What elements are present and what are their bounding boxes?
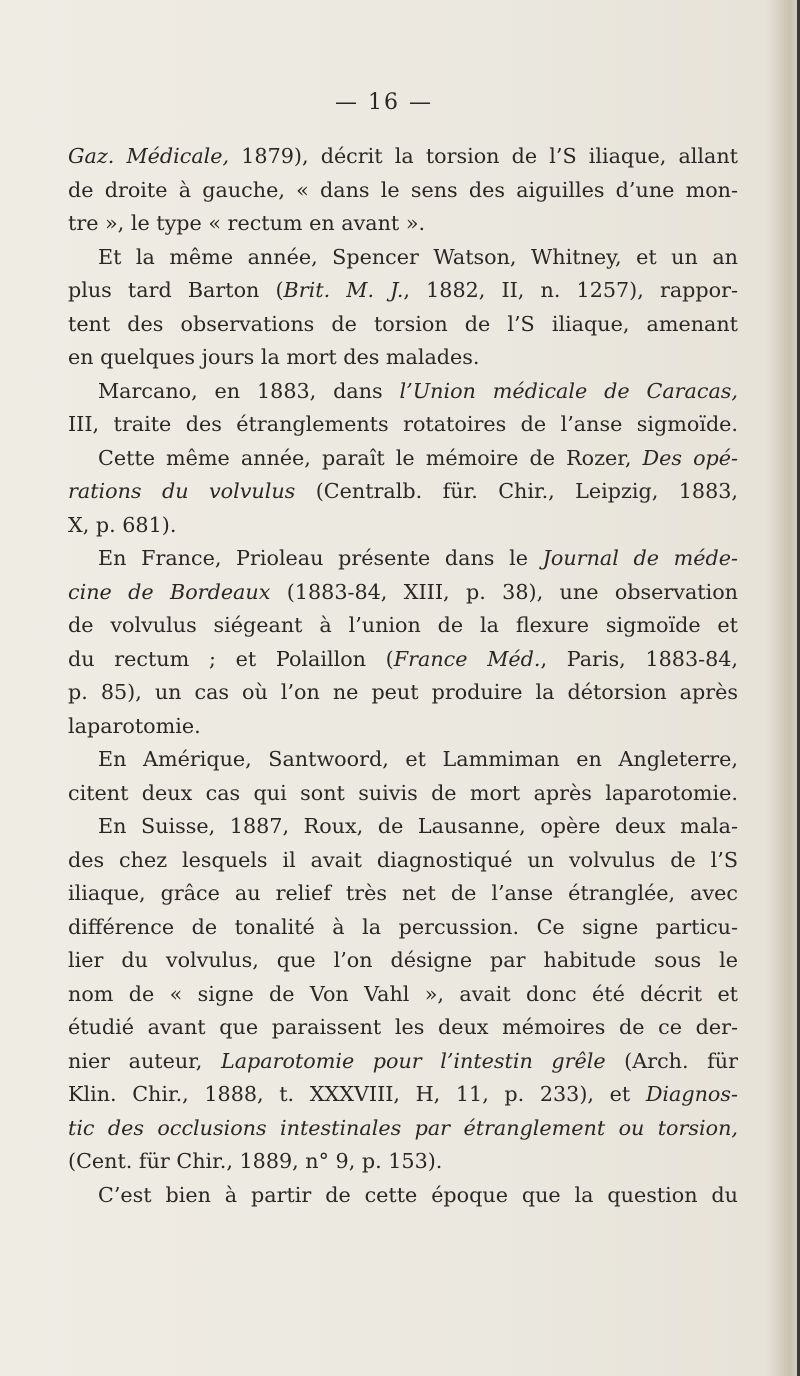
text-segment: p. 85), un cas où l’on ne peut produire la détorsion après: [68, 680, 738, 704]
text-segment: tre », le type « rectum en avant ».: [68, 211, 426, 235]
text-line: [68, 777, 738, 811]
text-segment: étudié avant que paraissent les deux mémoires de ce der-: [68, 1015, 738, 1039]
text-segment: En Suisse, 1887, Roux, de Lausanne, opère deux mala-: [98, 814, 738, 838]
text-line: [68, 710, 738, 744]
text-line: [68, 1045, 738, 1079]
text-segment: 1879), décrit la torsion de l’S iliaque, allant: [229, 144, 738, 168]
text-segment: , 1882, II, n. 1257), rappor-: [403, 278, 738, 302]
text-line: [68, 140, 738, 174]
text-segment: (Arch. für: [605, 1048, 739, 1073]
text-line: [68, 643, 738, 677]
text-segment: Marcano, en 1883, dans: [98, 378, 400, 403]
text-line: [68, 944, 738, 978]
text-line: [68, 911, 738, 945]
text-segment: (Cent. für Chir., 1889, n° 9, p. 153).: [68, 1149, 443, 1173]
text-segment: lier du volvulus, que l’on désigne par habitude sous le: [68, 948, 738, 972]
text-segment: En France, Prioleau présente dans le: [98, 546, 543, 570]
italic-text: Diagnos-: [645, 1082, 738, 1106]
text-segment: nom de « signe de Von Vahl », avait donc été décrit et: [68, 981, 738, 1006]
text-segment: différence de tonalité à la percussion. Ce signe particu-: [68, 914, 738, 939]
italic-text: rations du volvulus: [68, 479, 296, 503]
text-line: [68, 207, 738, 241]
italic-text: l’Union médicale de Caracas,: [399, 378, 738, 403]
body-text: [68, 140, 738, 1212]
text-segment: Et la même année, Spencer Watson, Whitney, et un an: [98, 244, 738, 269]
page-number: — 16 —: [335, 90, 433, 115]
text-line: [68, 844, 738, 878]
text-segment: tent des observations de torsion de l’S iliaque, amenant: [68, 311, 738, 336]
text-segment: laparotomie.: [68, 713, 201, 738]
text-line: [68, 1078, 738, 1112]
italic-text: Des opé-: [642, 445, 738, 470]
text-line: [68, 743, 738, 777]
text-line: [68, 408, 738, 442]
text-segment: en quelques jours la mort des malades.: [68, 345, 480, 369]
text-segment: En Amérique, Santwoord, et Lammiman en Angleterre,: [98, 747, 738, 771]
text-segment: des chez lesquels il avait diagnostiqué un volvulus de l’S: [68, 847, 738, 872]
text-segment: du rectum ; et Polaillon (: [68, 646, 394, 671]
text-segment: iliaque, grâce au relief très net de l’anse étranglée, avec: [68, 881, 738, 905]
text-line: [68, 241, 738, 275]
text-line: [68, 509, 738, 543]
text-line: [68, 341, 738, 375]
text-segment: III, traite des étranglements rotatoires de l’anse sigmoïde.: [68, 412, 738, 436]
text-line: [68, 810, 738, 844]
text-line: [68, 877, 738, 911]
text-line: [68, 1179, 738, 1213]
italic-text: Laparotomie pour l’intestin grêle: [220, 1048, 606, 1073]
text-line: [68, 576, 738, 610]
text-line: [68, 375, 738, 409]
italic-text: cine de Bordeaux: [68, 579, 271, 604]
italic-text: Gaz. Médicale,: [68, 144, 230, 168]
text-segment: citent deux cas qui sont suivis de mort après laparotomie.: [68, 780, 738, 805]
text-segment: (1883-84, XIII, p. 38), une observation: [270, 579, 738, 604]
text-line: [68, 1145, 738, 1179]
text-line: [68, 274, 738, 308]
book-edge: [766, 0, 800, 1376]
text-segment: nier auteur,: [68, 1048, 221, 1073]
text-segment: de volvulus siégeant à l’union de la flexure sigmoïde et: [68, 613, 738, 637]
text-segment: (Centralb. für. Chir., Leipzig, 1883,: [295, 479, 738, 503]
text-line: [68, 609, 738, 643]
text-segment: C’est bien à partir de cette époque que la question du: [98, 1182, 738, 1207]
text-line: [68, 542, 738, 576]
text-segment: Cette même année, paraît le mémoire de Rozer,: [98, 445, 643, 470]
text-line: [68, 308, 738, 342]
italic-text: Brit. M. J.: [283, 278, 404, 302]
text-line: [68, 475, 738, 509]
italic-text: France Méd.: [393, 646, 541, 671]
text-segment: Klin. Chir., 1888, t. XXXVIII, H, 11, p. 233), et: [68, 1082, 646, 1106]
text-segment: , Paris, 1883-84,: [540, 646, 738, 671]
italic-text: tic des occlusions intestinales par étranglement ou torsion,: [68, 1115, 738, 1140]
text-line: [68, 174, 738, 208]
text-segment: X, p. 681).: [68, 512, 177, 537]
italic-text: Journal de méde-: [542, 546, 738, 570]
text-line: [68, 1011, 738, 1045]
text-line: [68, 978, 738, 1012]
text-line: [68, 676, 738, 710]
text-segment: plus tard Barton (: [68, 278, 284, 302]
text-line: [68, 442, 738, 476]
text-line: [68, 1112, 738, 1146]
text-segment: de droite à gauche, « dans le sens des aiguilles d’une mon-: [68, 177, 738, 202]
